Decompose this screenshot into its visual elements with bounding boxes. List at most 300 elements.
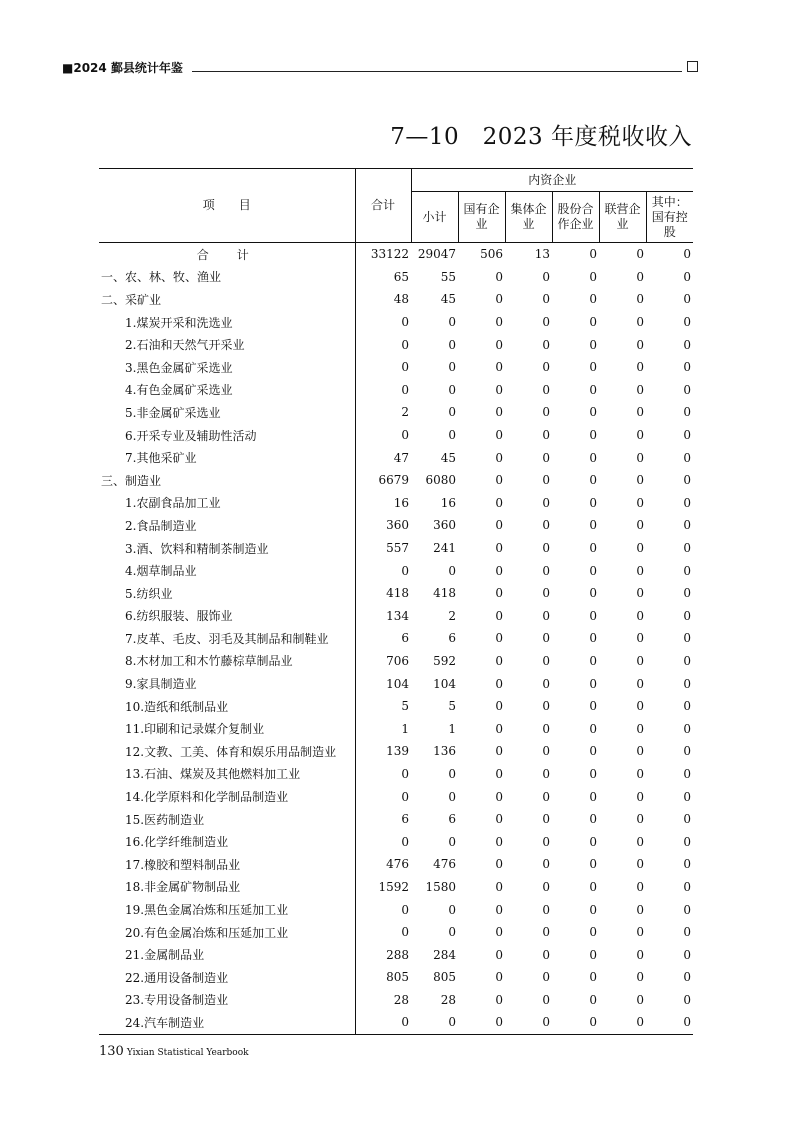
cell-value: 0 xyxy=(542,360,550,375)
cell-value: 506 xyxy=(480,247,503,262)
cell-value: 0 xyxy=(636,292,644,307)
cell-value: 0 xyxy=(636,518,644,533)
cell-value: 0 xyxy=(401,834,409,849)
cell-value: 0 xyxy=(683,834,692,849)
cell-value: 0 xyxy=(683,608,692,623)
cell-value: 0 xyxy=(683,337,692,352)
cell-value: 0 xyxy=(683,925,692,940)
cell-value: 0 xyxy=(542,789,550,804)
table-row xyxy=(99,266,693,289)
cell-value: 5 xyxy=(448,699,456,714)
cell-value: 104 xyxy=(386,676,409,691)
table-row xyxy=(99,311,693,334)
cell-value: 6 xyxy=(401,631,409,646)
cell-value: 0 xyxy=(495,879,503,894)
cell-value: 0 xyxy=(683,269,692,284)
cell-value: 0 xyxy=(495,563,503,578)
cell-value: 2 xyxy=(448,608,456,623)
table-row xyxy=(99,446,693,469)
cell-value: 0 xyxy=(636,834,644,849)
cell-value: 0 xyxy=(589,992,597,1007)
cell-value: 0 xyxy=(542,337,550,352)
cell-value: 0 xyxy=(542,834,550,849)
cell-value: 0 xyxy=(542,812,550,827)
cell-value: 0 xyxy=(542,450,550,465)
cell-value: 0 xyxy=(495,653,503,668)
column-header-domestic-group: 内资企业 xyxy=(411,169,693,192)
cell-value: 0 xyxy=(448,563,456,578)
cell-value: 241 xyxy=(433,541,456,556)
row-label: 12.文教、工美、体育和娱乐用品制造业 xyxy=(99,740,355,763)
cell-value: 0 xyxy=(683,879,692,894)
cell-value: 6 xyxy=(448,631,456,646)
cell-value: 16 xyxy=(393,495,409,510)
cell-value: 0 xyxy=(636,631,644,646)
cell-value: 0 xyxy=(636,315,644,330)
column-header-joint-venture: 联营企业 xyxy=(599,192,646,243)
cell-value: 0 xyxy=(542,428,550,443)
cell-value: 0 xyxy=(589,721,597,736)
cell-value: 1 xyxy=(401,721,409,736)
row-label: 14.化学原料和化学制品制造业 xyxy=(99,785,355,808)
row-label: 19.黑色金属冶炼和压延加工业 xyxy=(99,898,355,921)
cell-value: 0 xyxy=(636,405,644,420)
column-header-joint-stock: 股份合作企业 xyxy=(552,192,599,243)
cell-value: 360 xyxy=(433,518,456,533)
table-row xyxy=(99,243,693,266)
cell-value: 0 xyxy=(589,586,597,601)
cell-value: 0 xyxy=(683,857,692,872)
cell-value: 0 xyxy=(683,518,692,533)
cell-value: 0 xyxy=(683,676,692,691)
cell-value: 45 xyxy=(440,450,456,465)
cell-value: 0 xyxy=(589,360,597,375)
cell-value: 0 xyxy=(495,992,503,1007)
cell-value: 0 xyxy=(589,382,597,397)
cell-value: 0 xyxy=(589,653,597,668)
cell-value: 0 xyxy=(589,857,597,872)
table-row xyxy=(99,1011,693,1034)
cell-value: 0 xyxy=(542,766,550,781)
table-row xyxy=(99,921,693,944)
cell-value: 0 xyxy=(683,382,692,397)
column-header-collective: 集体企业 xyxy=(505,192,552,243)
cell-value: 0 xyxy=(636,902,644,917)
footer-english-title: Yixian Statistical Yearbook xyxy=(126,1048,249,1058)
cell-value: 0 xyxy=(636,676,644,691)
cell-value: 0 xyxy=(495,541,503,556)
column-header-state-owned: 国有企业 xyxy=(458,192,505,243)
cell-value: 0 xyxy=(542,382,550,397)
row-label: 二、采矿业 xyxy=(99,288,355,311)
cell-value: 0 xyxy=(542,495,550,510)
column-header-total: 合计 xyxy=(355,169,411,243)
table-title: 7—10 2023 年度税收收入 xyxy=(390,124,692,150)
cell-value: 0 xyxy=(495,405,503,420)
cell-value: 0 xyxy=(683,473,692,488)
cell-value: 0 xyxy=(542,970,550,985)
cell-value: 0 xyxy=(683,992,692,1007)
column-header-item: 项 目 xyxy=(99,169,355,243)
cell-value: 0 xyxy=(401,1015,409,1030)
cell-value: 6679 xyxy=(378,473,409,488)
cell-value: 0 xyxy=(683,247,692,262)
table-row xyxy=(99,537,693,560)
cell-value: 0 xyxy=(636,450,644,465)
cell-value: 0 xyxy=(636,857,644,872)
cell-value: 0 xyxy=(683,970,692,985)
cell-value: 0 xyxy=(448,902,456,917)
row-label: 11.印刷和记录媒介复制业 xyxy=(99,717,355,740)
cell-value: 0 xyxy=(495,970,503,985)
table-row xyxy=(99,492,693,515)
cell-value: 0 xyxy=(542,405,550,420)
page-number: 130 xyxy=(99,1044,124,1059)
cell-value: 0 xyxy=(542,676,550,691)
table-row xyxy=(99,943,693,966)
cell-value: 0 xyxy=(636,382,644,397)
cell-value: 0 xyxy=(683,1015,692,1030)
row-label: 17.橡胶和塑料制品业 xyxy=(99,853,355,876)
cell-value: 0 xyxy=(683,789,692,804)
cell-value: 6080 xyxy=(425,473,456,488)
cell-value: 0 xyxy=(589,902,597,917)
cell-value: 418 xyxy=(433,586,456,601)
cell-value: 0 xyxy=(448,360,456,375)
row-label: 4.烟草制品业 xyxy=(99,559,355,582)
table-row xyxy=(99,379,693,402)
cell-value: 0 xyxy=(636,721,644,736)
cell-value: 0 xyxy=(542,292,550,307)
row-label: 6.纺织服装、服饰业 xyxy=(99,605,355,628)
cell-value: 0 xyxy=(542,992,550,1007)
cell-value: 0 xyxy=(636,699,644,714)
cell-value: 0 xyxy=(495,699,503,714)
cell-value: 0 xyxy=(683,315,692,330)
cell-value: 0 xyxy=(495,360,503,375)
cell-value: 0 xyxy=(495,586,503,601)
row-label: 3.酒、饮料和精制茶制造业 xyxy=(99,537,355,560)
cell-value: 0 xyxy=(542,563,550,578)
cell-value: 0 xyxy=(683,631,692,646)
cell-value: 0 xyxy=(495,495,503,510)
table-row xyxy=(99,695,693,718)
table-row xyxy=(99,605,693,628)
column-header-state-controlled: 其中：国有控股 xyxy=(646,192,693,243)
row-label: 1.煤炭开采和洗选业 xyxy=(99,311,355,334)
cell-value: 0 xyxy=(589,269,597,284)
cell-value: 139 xyxy=(386,744,409,759)
cell-value: 0 xyxy=(448,766,456,781)
cell-value: 805 xyxy=(433,970,456,985)
cell-value: 0 xyxy=(683,360,692,375)
cell-value: 0 xyxy=(542,744,550,759)
cell-value: 0 xyxy=(495,608,503,623)
row-label: 18.非金属矿物制品业 xyxy=(99,876,355,899)
cell-value: 28 xyxy=(440,992,456,1007)
cell-value: 0 xyxy=(542,653,550,668)
cell-value: 0 xyxy=(495,518,503,533)
row-label: 7.皮革、毛皮、羽毛及其制品和制鞋业 xyxy=(99,627,355,650)
cell-value: 0 xyxy=(589,247,597,262)
table-body xyxy=(99,243,693,1035)
cell-value: 45 xyxy=(440,292,456,307)
cell-value: 0 xyxy=(542,586,550,601)
cell-value: 13 xyxy=(534,247,550,262)
table-row xyxy=(99,672,693,695)
cell-value: 0 xyxy=(542,699,550,714)
cell-value: 0 xyxy=(495,789,503,804)
row-label: 7.其他采矿业 xyxy=(99,446,355,469)
cell-value: 0 xyxy=(495,676,503,691)
cell-value: 1592 xyxy=(378,879,409,894)
table-row xyxy=(99,898,693,921)
cell-value: 28 xyxy=(393,992,409,1007)
row-label: 3.黑色金属矿采选业 xyxy=(99,356,355,379)
cell-value: 0 xyxy=(636,970,644,985)
cell-value: 0 xyxy=(589,292,597,307)
cell-value: 0 xyxy=(495,473,503,488)
cell-value: 0 xyxy=(683,541,692,556)
cell-value: 136 xyxy=(433,744,456,759)
cell-value: 0 xyxy=(636,247,644,262)
cell-value: 0 xyxy=(589,563,597,578)
cell-value: 0 xyxy=(636,947,644,962)
table-row xyxy=(99,853,693,876)
row-label: 5.纺织业 xyxy=(99,582,355,605)
cell-value: 0 xyxy=(495,766,503,781)
cell-value: 0 xyxy=(401,902,409,917)
cell-value: 0 xyxy=(683,721,692,736)
row-label: 2.食品制造业 xyxy=(99,514,355,537)
cell-value: 0 xyxy=(448,315,456,330)
cell-value: 0 xyxy=(542,518,550,533)
header-square-icon xyxy=(687,61,698,72)
cell-value: 0 xyxy=(495,947,503,962)
cell-value: 0 xyxy=(401,337,409,352)
row-label: 2.石油和天然气开采业 xyxy=(99,333,355,356)
cell-value: 0 xyxy=(542,925,550,940)
cell-value: 0 xyxy=(636,766,644,781)
cell-value: 2 xyxy=(401,405,409,420)
table-row xyxy=(99,717,693,740)
cell-value: 0 xyxy=(589,834,597,849)
cell-value: 0 xyxy=(683,450,692,465)
table-row xyxy=(99,469,693,492)
table-row xyxy=(99,424,693,447)
cell-value: 0 xyxy=(401,382,409,397)
cell-value: 0 xyxy=(448,382,456,397)
table-row xyxy=(99,650,693,673)
cell-value: 0 xyxy=(589,473,597,488)
header-rule xyxy=(192,71,682,72)
cell-value: 0 xyxy=(542,721,550,736)
cell-value: 0 xyxy=(636,1015,644,1030)
cell-value: 557 xyxy=(386,541,409,556)
cell-value: 0 xyxy=(589,518,597,533)
table-row xyxy=(99,785,693,808)
cell-value: 0 xyxy=(589,541,597,556)
cell-value: 0 xyxy=(589,405,597,420)
cell-value: 0 xyxy=(636,744,644,759)
table-row xyxy=(99,356,693,379)
cell-value: 0 xyxy=(636,269,644,284)
cell-value: 0 xyxy=(589,879,597,894)
cell-value: 16 xyxy=(440,495,456,510)
cell-value: 0 xyxy=(542,947,550,962)
cell-value: 0 xyxy=(636,428,644,443)
cell-value: 0 xyxy=(542,857,550,872)
cell-value: 0 xyxy=(683,563,692,578)
cell-value: 0 xyxy=(683,902,692,917)
cell-value: 0 xyxy=(542,879,550,894)
cell-value: 0 xyxy=(448,428,456,443)
cell-value: 0 xyxy=(448,789,456,804)
cell-value: 0 xyxy=(589,970,597,985)
cell-value: 418 xyxy=(386,586,409,601)
cell-value: 0 xyxy=(636,586,644,601)
cell-value: 0 xyxy=(542,902,550,917)
row-label: 6.开采专业及辅助性活动 xyxy=(99,424,355,447)
row-label: 8.木材加工和木竹藤棕草制品业 xyxy=(99,650,355,673)
row-label: 5.非金属矿采选业 xyxy=(99,401,355,424)
cell-value: 0 xyxy=(636,812,644,827)
cell-value: 0 xyxy=(495,721,503,736)
cell-value: 0 xyxy=(542,631,550,646)
cell-value: 0 xyxy=(401,766,409,781)
table-row xyxy=(99,333,693,356)
cell-value: 0 xyxy=(589,766,597,781)
cell-value: 0 xyxy=(636,360,644,375)
cell-value: 0 xyxy=(401,428,409,443)
cell-value: 0 xyxy=(401,563,409,578)
cell-value: 476 xyxy=(433,857,456,872)
cell-value: 0 xyxy=(683,653,692,668)
cell-value: 0 xyxy=(495,631,503,646)
cell-value: 6 xyxy=(448,812,456,827)
table-row xyxy=(99,763,693,786)
cell-value: 706 xyxy=(386,653,409,668)
cell-value: 65 xyxy=(393,269,409,284)
cell-value: 48 xyxy=(393,292,409,307)
cell-value: 0 xyxy=(589,495,597,510)
cell-value: 0 xyxy=(589,450,597,465)
cell-value: 0 xyxy=(542,541,550,556)
row-label: 21.金属制品业 xyxy=(99,943,355,966)
cell-value: 0 xyxy=(495,834,503,849)
cell-value: 0 xyxy=(636,337,644,352)
row-label: 15.医药制造业 xyxy=(99,808,355,831)
table-row xyxy=(99,288,693,311)
row-label: 24.汽车制造业 xyxy=(99,1011,355,1034)
table-row xyxy=(99,966,693,989)
cell-value: 284 xyxy=(433,947,456,962)
cell-value: 0 xyxy=(683,766,692,781)
tax-revenue-table xyxy=(99,168,693,1035)
cell-value: 104 xyxy=(433,676,456,691)
cell-value: 0 xyxy=(542,473,550,488)
cell-value: 55 xyxy=(440,269,456,284)
table-row xyxy=(99,514,693,537)
cell-value: 592 xyxy=(433,653,456,668)
cell-value: 0 xyxy=(589,676,597,691)
cell-value: 0 xyxy=(448,337,456,352)
cell-value: 0 xyxy=(636,879,644,894)
cell-value: 0 xyxy=(636,925,644,940)
table-row xyxy=(99,808,693,831)
cell-value: 0 xyxy=(495,337,503,352)
cell-value: 0 xyxy=(636,789,644,804)
cell-value: 0 xyxy=(636,473,644,488)
row-label: 22.通用设备制造业 xyxy=(99,966,355,989)
cell-value: 0 xyxy=(495,315,503,330)
cell-value: 0 xyxy=(589,428,597,443)
cell-value: 476 xyxy=(386,857,409,872)
cell-value: 0 xyxy=(542,1015,550,1030)
cell-value: 6 xyxy=(401,812,409,827)
cell-value: 5 xyxy=(401,699,409,714)
cell-value: 0 xyxy=(683,495,692,510)
cell-value: 0 xyxy=(683,812,692,827)
cell-value: 0 xyxy=(683,586,692,601)
cell-value: 0 xyxy=(636,563,644,578)
cell-value: 0 xyxy=(683,405,692,420)
cell-value: 0 xyxy=(683,292,692,307)
row-label: 一、农、林、牧、渔业 xyxy=(99,266,355,289)
cell-value: 0 xyxy=(683,428,692,443)
row-label: 20.有色金属冶炼和压延加工业 xyxy=(99,921,355,944)
cell-value: 0 xyxy=(401,315,409,330)
cell-value: 0 xyxy=(589,812,597,827)
table-row xyxy=(99,401,693,424)
cell-value: 29047 xyxy=(417,247,456,262)
cell-value: 0 xyxy=(448,834,456,849)
cell-value: 0 xyxy=(495,292,503,307)
cell-value: 0 xyxy=(683,947,692,962)
cell-value: 360 xyxy=(386,518,409,533)
cell-value: 0 xyxy=(589,1015,597,1030)
cell-value: 0 xyxy=(495,857,503,872)
cell-value: 0 xyxy=(636,495,644,510)
cell-value: 0 xyxy=(636,653,644,668)
cell-value: 0 xyxy=(542,269,550,284)
row-label: 23.专用设备制造业 xyxy=(99,989,355,1012)
cell-value: 0 xyxy=(589,699,597,714)
cell-value: 0 xyxy=(589,337,597,352)
cell-value: 0 xyxy=(495,744,503,759)
cell-value: 0 xyxy=(495,902,503,917)
cell-value: 0 xyxy=(683,744,692,759)
running-header xyxy=(62,58,698,76)
cell-value: 0 xyxy=(495,428,503,443)
cell-value: 1 xyxy=(448,721,456,736)
cell-value: 0 xyxy=(495,450,503,465)
cell-value: 288 xyxy=(386,947,409,962)
data-table xyxy=(99,168,693,1035)
cell-value: 0 xyxy=(636,608,644,623)
cell-value: 0 xyxy=(495,925,503,940)
cell-value: 0 xyxy=(448,925,456,940)
cell-value: 0 xyxy=(401,360,409,375)
row-label: 1.农副食品加工业 xyxy=(99,492,355,515)
cell-value: 0 xyxy=(495,812,503,827)
cell-value: 0 xyxy=(589,789,597,804)
cell-value: 0 xyxy=(683,699,692,714)
row-label: 10.造纸和纸制品业 xyxy=(99,695,355,718)
table-row xyxy=(99,876,693,899)
cell-value: 0 xyxy=(589,315,597,330)
cell-value: 0 xyxy=(589,608,597,623)
